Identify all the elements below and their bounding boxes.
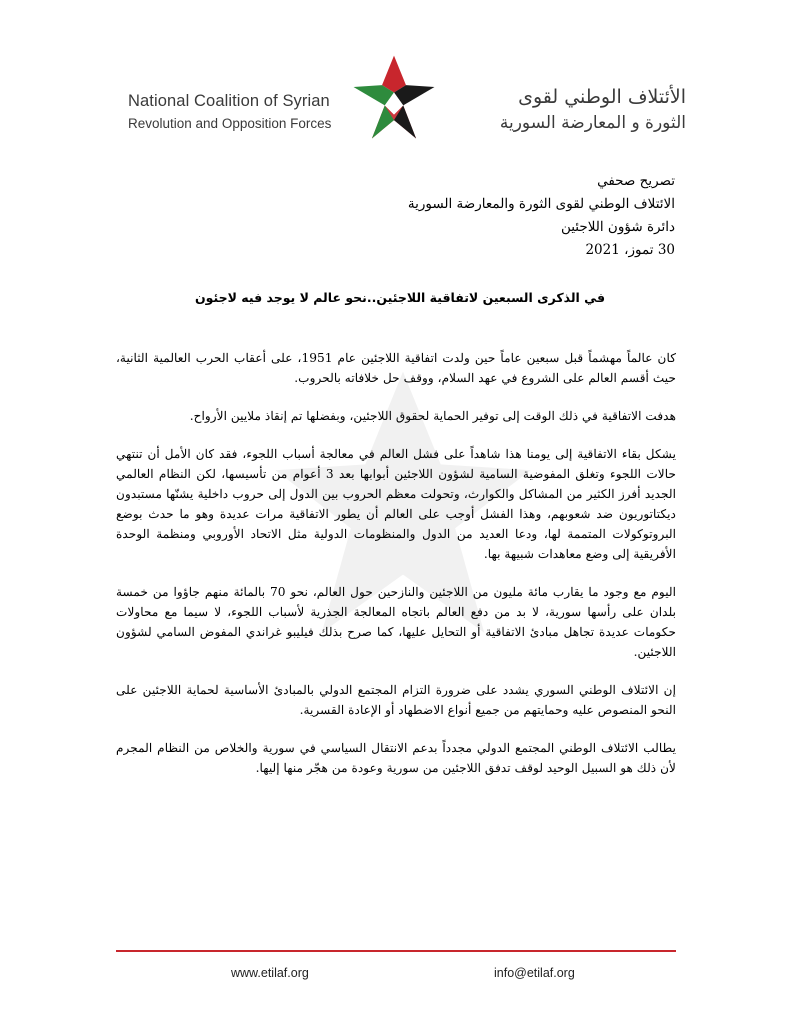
footer-website-link[interactable]: www.etilaf.org [231, 966, 309, 980]
release-type: تصريح صحفي [597, 173, 675, 189]
body-paragraph: يشكل بقاء الاتفاقية إلى يومنا هذا شاهداً على فشل العالم في معالجة أسباب اللجوء، فقد كان الأمل أن تنتهي حالات اللجوء وتغلق المفوضية السامية لشؤون اللاجئين أبوابها بعد 3 أعوام من تأسيسها، لكن النظام العالمي الجديد أفرز الكثير من المشاكل والكوارث، وتحولت معظم الحروب بين الدول إلى حروب داخلية يشنّها مستبدون ديكتاتوريون ضد شعوبهم، وهذا الفشل أوجب على العالم أن يطور الاتفاقية مرات عديدة وهو ما حدث بوضع البروتوكولات المتممة لها، ودعا العديد من الدول والمنظومات الدولية مثل الاتحاد الأوروبي ومنظمة الوحدة الأفريقية إلى وضع معاهدات شبيهة بها. [116, 447, 676, 561]
org-name-english-line2: Revolution and Opposition Forces [128, 116, 332, 131]
release-title: في الذكرى السبعين لاتفاقية اللاجئين..نحو عالم لا يوجد فيه لاجئون [194, 290, 606, 305]
body-paragraph: اليوم مع وجود ما يقارب مائة مليون من اللاجئين والنازحين حول العالم، نحو 70 بالمائة منهم جاؤوا من خمسة بلدان على رأسها سورية، لا بد من دفع العالم باتجاه المعالجة الجذرية لأسباب اللجوء، لا سيما مع محاولات حكومات عديدة تجاهل مبادئ الاتفاقية أو التحايل عليها، كما صرح بذلك فيليبو غراندي المفوض السامي لشؤون اللاجئين. [116, 585, 676, 659]
release-body [116, 348, 676, 796]
release-department: دائرة شؤون اللاجئين [560, 219, 675, 235]
org-name-arabic [446, 84, 686, 136]
org-name-english-line1: National Coalition of Syrian [128, 92, 330, 110]
body-paragraph: هدفت الاتفاقية في ذلك الوقت إلى توفير الحماية لحقوق اللاجئين، وبفضلها تم إنقاذ ملايين الأرواح. [189, 409, 676, 423]
footer-email-link[interactable]: info@etilaf.org [494, 966, 575, 980]
release-issuer: الائتلاف الوطني لقوى الثورة والمعارضة السورية [407, 196, 675, 212]
org-name-english [128, 90, 348, 134]
coalition-star-logo-icon [348, 52, 440, 144]
body-paragraph: إن الائتلاف الوطني السوري يشدد على ضرورة التزام المجتمع الدولي بالمبادئ الأساسية لحماية اللاجئين على النحو المنصوص عليه وحمايتهم من جميع أنواع الاضطهاد أو الإعادة القسرية. [116, 683, 676, 717]
release-header [408, 170, 675, 262]
org-name-arabic-line1: الأئتلاف الوطني لقوى [518, 86, 686, 108]
footer-divider [116, 950, 676, 952]
body-paragraph: كان عالماً مهشماً قبل سبعين عاماً حين ولدت اتفاقية اللاجئين عام 1951، على أعقاب الحرب العالمية الثانية، حيث أقسم العالم على الشروع في عهد السلام، ووقف حل خلافاته بالحروب. [116, 351, 676, 385]
org-name-arabic-line2: الثورة و المعارضة السورية [499, 113, 686, 133]
body-paragraph: يطالب الائتلاف الوطني المجتمع الدولي مجدداً بدعم الانتقال السياسي في سورية والخلاص من النظام المجرم لأن ذلك هو السبيل الوحيد لوقف تدفق اللاجئين من سورية وعودة من هجّر منها إليها. [116, 741, 676, 775]
release-date: 30 تموز، 2021 [585, 242, 675, 258]
